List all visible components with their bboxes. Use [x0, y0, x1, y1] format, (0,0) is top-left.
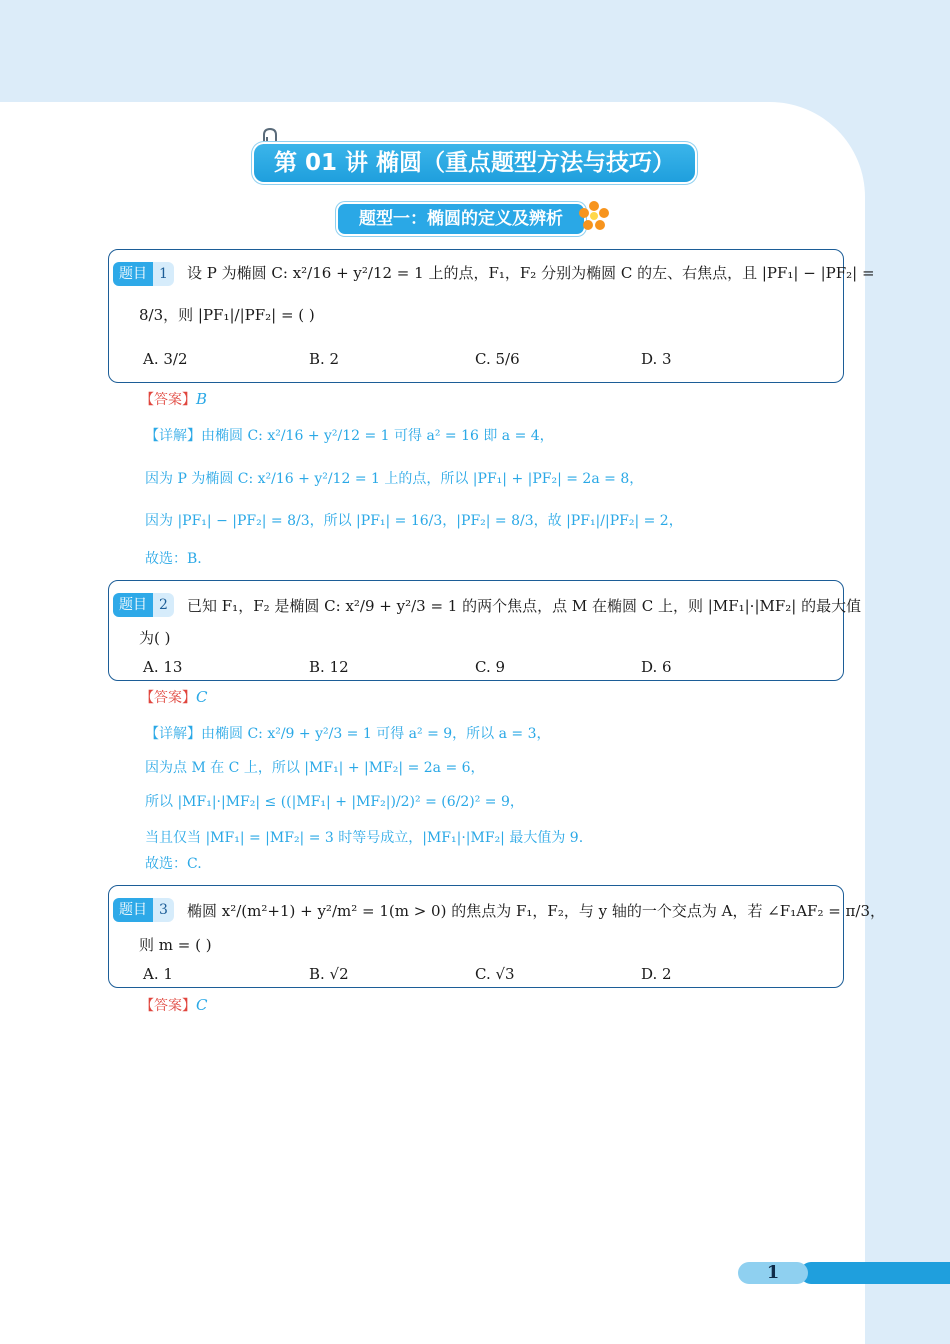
page-number-badge [738, 1262, 950, 1284]
answer-2: 【答案】C [140, 688, 208, 706]
section-title: 题型一：椭圆的定义及辨析 [338, 204, 584, 234]
option-a: A. 3/2 [143, 350, 188, 368]
question-tag: 题目 3 [113, 898, 174, 922]
option-d: D. 6 [641, 658, 672, 676]
question-2-box [108, 580, 862, 681]
option-c: C. √3 [475, 965, 515, 983]
solution-2-line2: 因为点 M 在 C 上，所以 |MF₁| + |MF₂| = 2a = 6， [145, 760, 485, 776]
question-1-line2: 8/3，则 |PF₁|/|PF₂| = ( ) [139, 306, 315, 324]
question-3-box [108, 885, 886, 988]
question-3-line1: 椭圆 x²/(m²+1) + y²/m² = 1(m > 0) 的焦点为 F₁，F₂，与 y 轴的一个交点为 A，若 ∠F₁AF₂ = π/3， [187, 902, 886, 920]
solution-2-line3: 所以 |MF₁|·|MF₂| ≤ ((|MF₁| + |MF₂|)/2)² = (6/2)² = 9， [145, 794, 524, 810]
question-1-box [108, 249, 875, 383]
flower-icon [576, 198, 612, 234]
question-3-line2: 则 m = ( ) [139, 936, 212, 954]
solution-1-line4: 故选：B. [145, 551, 202, 567]
answer-3: 【答案】C [140, 996, 208, 1014]
solution-1-line3: 因为 |PF₁| − |PF₂| = 8/3，所以 |PF₁| = 16/3，|PF₂| = 8/3，故 |PF₁|/|PF₂| = 2， [145, 513, 683, 529]
question-2-line2: 为( ) [139, 629, 171, 647]
question-2-line1: 已知 F₁，F₂ 是椭圆 C: x²/9 + y²/3 = 1 的两个焦点，点 M 在椭圆 C 上，则 |MF₁|·|MF₂| 的最大值 [187, 597, 862, 615]
answer-1: 【答案】B [140, 390, 208, 408]
option-d: D. 2 [641, 965, 672, 983]
option-b: B. 12 [309, 658, 349, 676]
option-c: C. 9 [475, 658, 506, 676]
option-c: C. 5/6 [475, 350, 520, 368]
solution-2-line1: 【详解】由椭圆 C: x²/9 + y²/3 = 1 可得 a² = 9，所以 a = 3， [145, 726, 551, 742]
option-a: A. 13 [143, 658, 183, 676]
option-b: B. 2 [309, 350, 340, 368]
option-b: B. √2 [309, 965, 349, 983]
solution-2-line4: 当且仅当 |MF₁| = |MF₂| = 3 时等号成立，|MF₁|·|MF₂| 最大值为 9. [145, 830, 584, 846]
page-number: 1 [766, 1262, 780, 1283]
solution-2-line5: 故选：C. [145, 856, 202, 872]
question-tag: 题目 2 [113, 593, 174, 617]
option-d: D. 3 [641, 350, 672, 368]
lecture-title: 第 01 讲 椭圆（重点题型方法与技巧） [254, 144, 695, 182]
solution-1-line2: 因为 P 为椭圆 C: x²/16 + y²/12 = 1 上的点，所以 |PF₁| + |PF₂| = 2a = 8， [145, 471, 644, 487]
question-1-line1: 设 P 为椭圆 C: x²/16 + y²/12 = 1 上的点，F₁，F₂ 分别为椭圆 C 的左、右焦点，且 |PF₁| − |PF₂| = [187, 264, 875, 282]
question-tag: 题目 1 [113, 262, 174, 286]
solution-1-line1: 【详解】由椭圆 C: x²/16 + y²/12 = 1 可得 a² = 16 即 a = 4， [145, 428, 554, 444]
option-a: A. 1 [143, 965, 173, 983]
